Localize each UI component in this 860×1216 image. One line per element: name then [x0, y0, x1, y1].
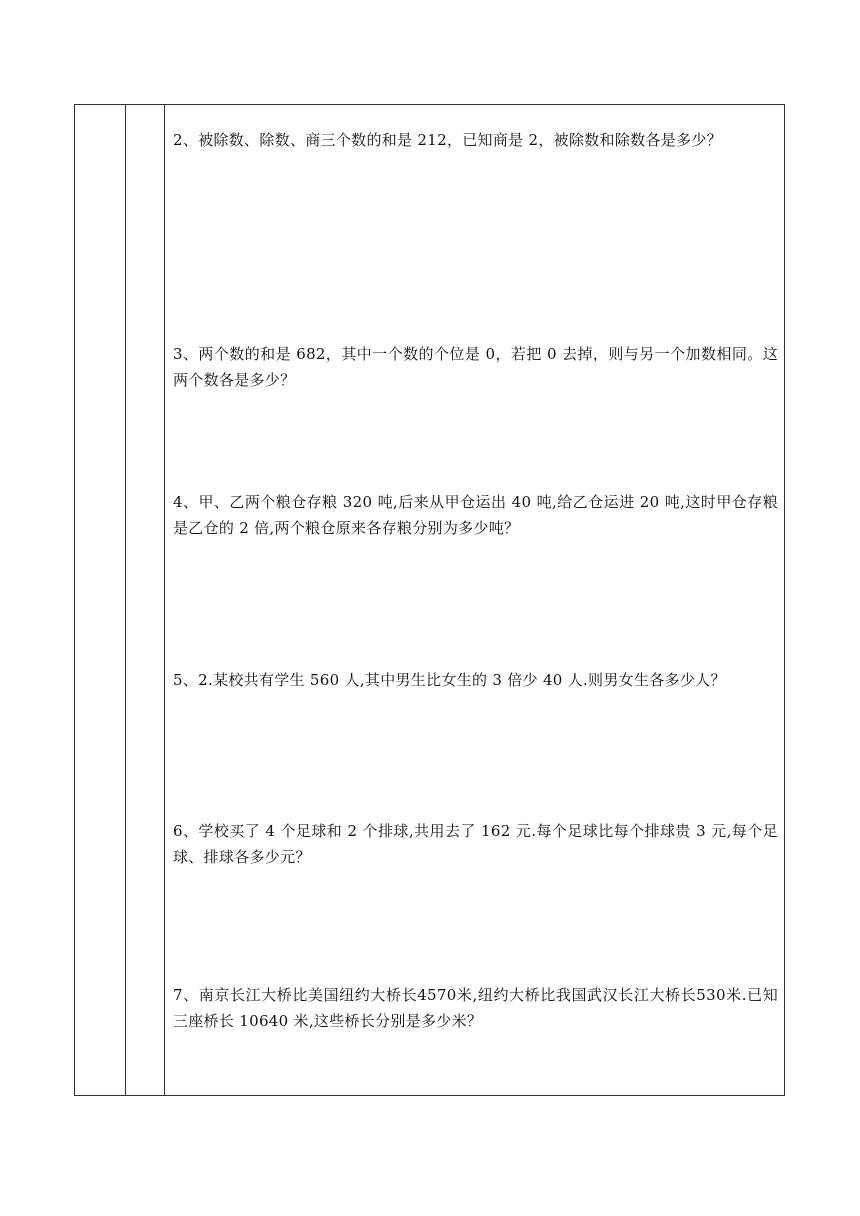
problem-2: 2、被除数、除数、商三个数的和是 212，已知商是 2，被除数和除数各是多少？	[173, 131, 722, 149]
problem-5: 5、2.某校共有学生 560 人,其中男生比女生的 3 倍少 40 人.则男女生各多少人？	[173, 671, 726, 689]
column-divider-right	[164, 105, 165, 1095]
worksheet-table	[74, 104, 785, 1096]
problem-3: 3、两个数的和是 682，其中一个数的个位是 0，若把 0 去掉，则与另一个加数相同。这两个数各是多少？	[173, 345, 778, 389]
problem-4: 4、甲、乙两个粮仓存粮 320 吨,后来从甲仓运出 40 吨,给乙仓运进 20 吨,这时甲仓存粮是乙仓的 2 倍,两个粮仓原来各存粮分别为多少吨？	[173, 493, 778, 537]
problems-column	[173, 105, 778, 1095]
problem-6: 6、学校买了 4 个足球和 2 个排球,共用去了 162 元.每个足球比每个排球贵 3 元,每个足球、排球各多少元？	[173, 822, 778, 866]
problem-7: 7、南京长江大桥比美国纽约大桥长4570米,纽约大桥比我国武汉长江大桥长530米.已知三座桥长 10640 米,这些桥长分别是多少米？	[173, 986, 778, 1030]
column-divider-left	[125, 105, 126, 1095]
